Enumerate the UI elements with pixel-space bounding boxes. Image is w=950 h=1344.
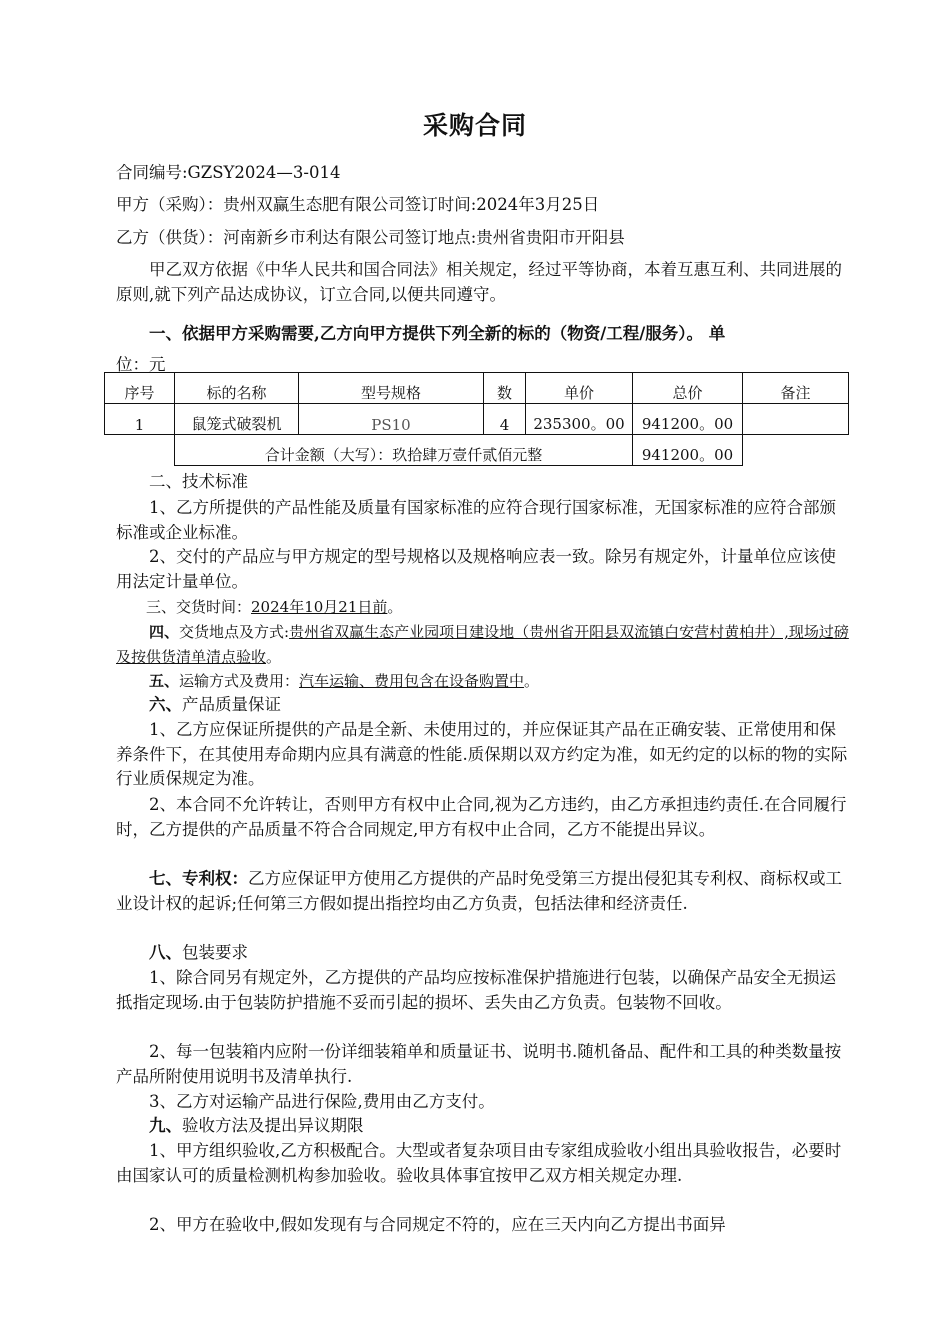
contract-number: 合同编号:GZSY2024—3-014 [116, 163, 341, 182]
section-7-patent [116, 867, 851, 916]
item-unit-price: 235300。00 [526, 404, 633, 435]
section-5-number: 五、 [149, 672, 180, 690]
item-quantity: 4 [484, 404, 526, 435]
row-number: 1 [105, 404, 175, 435]
section-3-label: 三、交货时间： [146, 598, 252, 616]
item-spec: PS10 [299, 404, 484, 435]
table-header-row [105, 373, 849, 404]
section-5-end: 。 [524, 672, 540, 690]
section-7-label: 七、专利权： [149, 869, 248, 888]
table-row [105, 404, 849, 435]
header-cell: 数 [484, 373, 526, 404]
section-3-end: 。 [387, 598, 403, 616]
section-4-value: 贵州省双赢生态产业园项目建设地（贵州省开阳县双流镇白安营村黄柏井）,现场过磅及按供货清单清点验收 [116, 623, 849, 666]
section-9-heading [116, 1114, 851, 1139]
table-sum-row [105, 435, 849, 466]
section-6-heading [116, 693, 851, 718]
section-9-title: 验收方法及提出异议期限 [182, 1116, 364, 1135]
goods-table [104, 372, 849, 466]
section-6-title: 产品质量保证 [182, 695, 281, 714]
sum-spacer [743, 435, 849, 466]
header-cell: 总价 [633, 373, 743, 404]
section-8-paragraph-1: 1、除合同另有规定外，乙方提供的产品均应按标准保护措施进行包装，以确保产品安全无损运抵指定现场.由于包装防护措施不妥而引起的损坏、丢失由乙方负责。包装物不回收。 [116, 968, 836, 1012]
section-4-delivery-place [116, 620, 851, 669]
header-cell: 单价 [526, 373, 633, 404]
section-6-paragraph-1: 1、乙方应保证所提供的产品是全新、未使用过的，并应保证其产品在正确安装、正常使用和保养条件下，在其使用寿命期内应具有满意的性能.质保期以双方约定为准，如无约定的以标的物的实际行业质保规定为准。 [116, 720, 848, 788]
section-8-paragraph-2: 2、每一包装箱内应附一份详细装箱单和质量证书、说明书.随机备品、配件和工具的种类数量按产品所附使用说明书及清单执行. [116, 1042, 842, 1086]
section-9-paragraph-1: 1、甲方组织验收,乙方积极配合。大型或者复杂项目由专家组成验收小组出具验收报告，必要时由国家认可的质量检测机构参加验收。验收具体事宜按甲乙双方相关规定办理. [116, 1141, 842, 1185]
section-6-number: 六、 [149, 695, 182, 714]
section-2-paragraph-1: 1、乙方所提供的产品性能及质量有国家标准的应符合现行国家标准，无国家标准的应符合部颁标准或企业标准。 [116, 498, 836, 542]
unit-note: 位：元 [116, 355, 166, 374]
section-4-end: 。 [266, 647, 282, 666]
header-cell: 序号 [105, 373, 175, 404]
party-b-line: 乙方（供货）：河南新乡市利达有限公司签订地点:贵州省贵阳市开阳县 [116, 228, 625, 247]
party-a-line: 甲方（采购）：贵州双赢生态肥有限公司签订时间:2024年3月25日 [116, 195, 600, 214]
section-9-paragraph-2: 2、甲方在验收中,假如发现有与合同规定不符的，应在三天内向乙方提出书面异 [149, 1215, 726, 1234]
section-6-paragraph-2: 2、本合同不允许转让，否则甲方有权中止合同,视为乙方违约，由乙方承担违约责任.在合同履行时，乙方提供的产品质量不符合合同规定,甲方有权中止合同，乙方不能提出异议。 [116, 795, 847, 839]
section-4-label: 交货地点及方式: [179, 623, 290, 641]
item-name: 鼠笼式破裂机 [175, 404, 299, 435]
sum-label: 合计金额（大写）：玖拾肆万壹仟贰佰元整 [175, 435, 633, 466]
sum-total: 941200。00 [633, 435, 743, 466]
item-total: 941200。00 [633, 404, 743, 435]
header-cell: 型号规格 [299, 373, 484, 404]
section-9-number: 九、 [149, 1116, 182, 1135]
section-5-transport [116, 669, 851, 694]
section-2-heading: 二、技术标准 [149, 472, 248, 491]
section-3-value: 2024年10月21日前 [251, 598, 388, 616]
section-8-heading [116, 941, 851, 966]
header-cell: 标的名称 [175, 373, 299, 404]
section-3-delivery-time [116, 595, 851, 620]
section-8-paragraph-3: 3、乙方对运输产品进行保险,费用由乙方支付。 [149, 1092, 495, 1111]
item-note [743, 404, 849, 435]
intro-paragraph: 甲乙双方依据《中华人民共和国合同法》相关规定，经过平等协商，本着互惠互利、共同进展的原则,就下列产品达成协议，订立合同,以便共同遵守。 [116, 260, 842, 304]
section-4-number: 四、 [149, 623, 180, 641]
header-cell: 备注 [743, 373, 849, 404]
section-2-paragraph-2: 2、交付的产品应与甲方规定的型号规格以及规格响应表一致。除另有规定外，计量单位应该使用法定计量单位。 [116, 547, 836, 591]
section-1-heading: 一、依据甲方采购需要,乙方向甲方提供下列全新的标的（物资/工程/服务）。 单 [149, 324, 726, 343]
section-5-label: 运输方式及费用： [179, 672, 300, 690]
section-5-value: 汽车运输、费用包含在设备购置中 [299, 672, 525, 690]
section-8-title: 包装要求 [182, 943, 248, 962]
section-7-text: 乙方应保证甲方使用乙方提供的产品时免受第三方提出侵犯其专利权、商标权或工业设计权的起诉;任何第三方假如提出指控均由乙方负责，包括法律和经济责任. [116, 869, 842, 913]
document-title: 采购合同 [422, 111, 527, 140]
sum-spacer [105, 435, 175, 466]
section-8-number: 八、 [149, 943, 182, 962]
